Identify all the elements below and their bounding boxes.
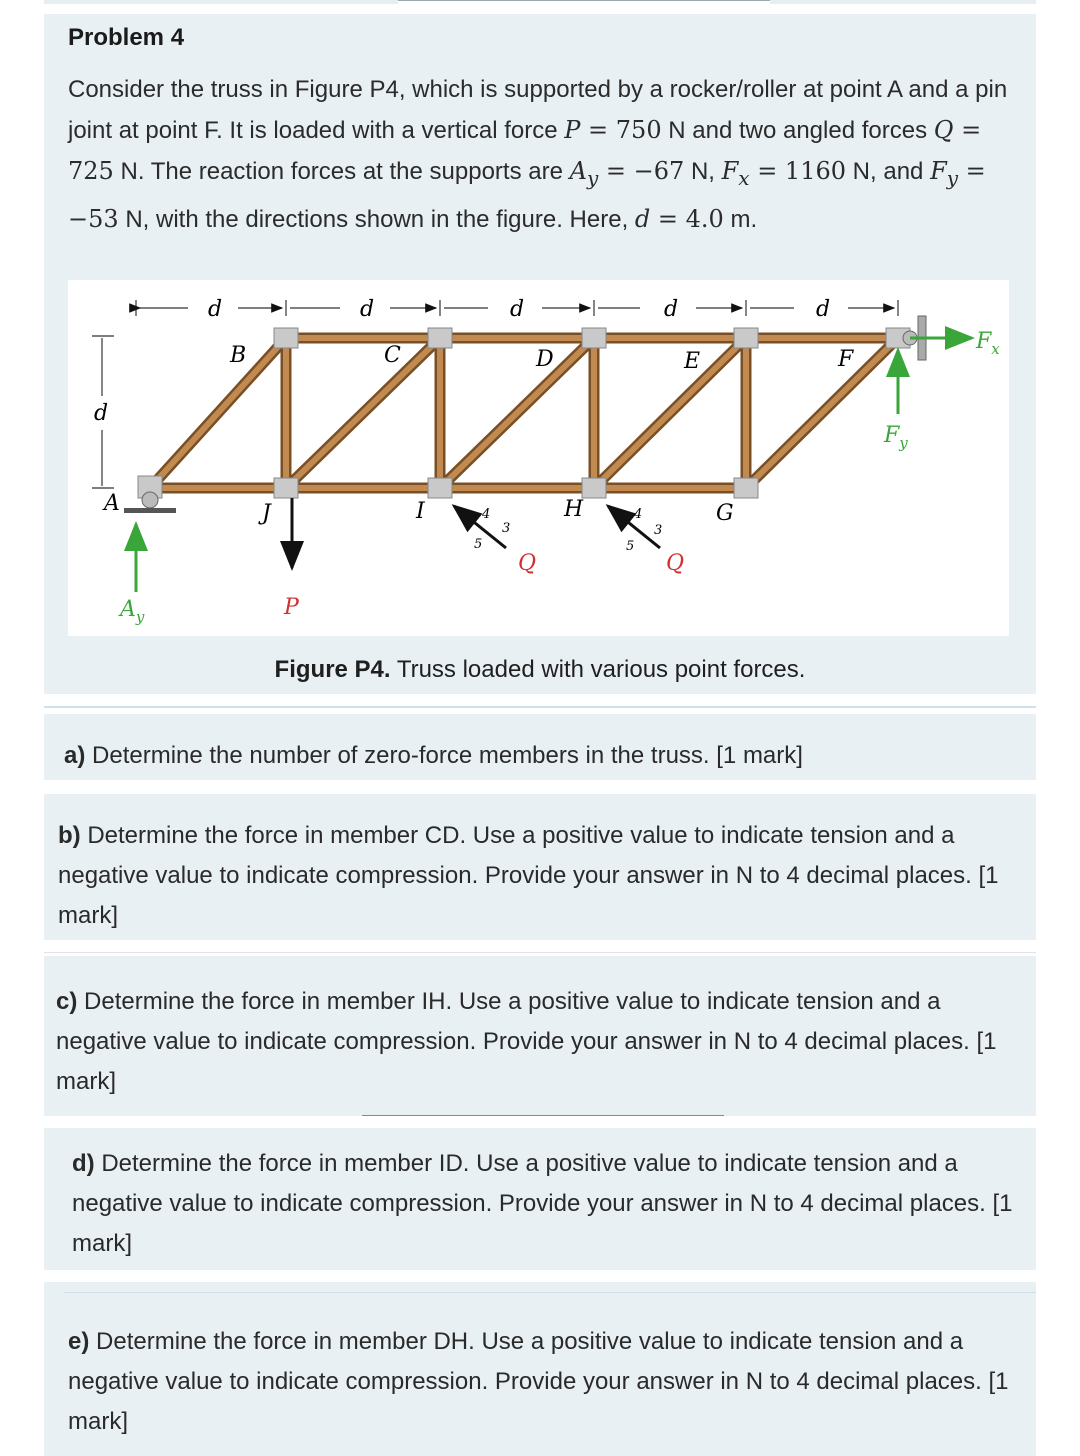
slope-b-1: 3 <box>502 521 511 536</box>
question-a-card <box>44 714 1036 780</box>
slope-b-2: 3 <box>654 523 663 538</box>
problem-statement: Consider the truss in Figure P4, which is supported by a rocker/roller at point A and a pin joint at point F. It is loaded with a vertical force P = 750 N and two angled forces Q = 725 N. The reaction forces at the supports are $A_y = -67$ N, $F_x = 1160$ N, and $F_y = -53$ N, with the directions shown in the figure. Here, d = 4.0 m. <box>68 76 1008 233</box>
figure-caption: Figure P4. Truss loaded with various point forces. <box>274 656 806 683</box>
slope-c-1: 5 <box>474 537 483 552</box>
separator <box>44 706 1036 708</box>
question-e: e) Determine the force in member DH. Use a positive value to indicate tension and a negative value to indicate compression. Provide your answer in N to 4 decimal places. [1 mark] <box>68 1328 1009 1435</box>
question-d: d) Determine the force in member ID. Use a positive value to indicate tension and a negative value to indicate compression. Provide your answer in N to 4 decimal places. [1 mark] <box>72 1150 1013 1257</box>
rocker-support-A <box>124 492 176 513</box>
problem-card <box>44 14 1036 694</box>
question-a: a) Determine the number of zero-force members in the truss. [1 mark] <box>64 742 803 769</box>
slope-a-2: 4 <box>634 507 643 522</box>
problem-title: Problem 4 <box>68 24 185 51</box>
label-Fx: $F_x$ <box>976 329 1000 358</box>
dim-label-d5: d <box>816 297 831 322</box>
separator <box>64 1292 1036 1293</box>
dim-label-d4: d <box>664 297 679 322</box>
truss-figure <box>68 280 1009 636</box>
label-H: H <box>564 497 584 522</box>
truss-diagram <box>68 280 1009 636</box>
label-Ay: $A_y$ <box>120 597 145 626</box>
label-G: G <box>716 501 734 526</box>
label-D: D <box>536 347 554 372</box>
dim-label-vertical: d <box>94 401 109 426</box>
label-A: A <box>104 491 120 516</box>
slope-a-1: 4 <box>482 507 491 522</box>
question-b: b) Determine the force in member CD. Use a positive value to indicate tension and a negative value to indicate compression. Provide your answer in N to 4 decimal places. [1 mark] <box>58 822 999 929</box>
label-P: P <box>284 595 299 620</box>
top-tab <box>398 0 770 7</box>
label-Q1: Q <box>518 551 537 576</box>
label-C: C <box>384 343 401 368</box>
question-c: c) Determine the force in member IH. Use a positive value to indicate tension and a negative value to indicate compression. Provide your answer in N to 4 decimal places. [1 mark] <box>56 988 997 1095</box>
dim-label-d1: d <box>208 297 223 322</box>
label-E: E <box>684 349 701 374</box>
label-Fy: $F_y$ <box>884 423 908 452</box>
label-I: I <box>416 499 425 524</box>
dim-label-d3: d <box>510 297 525 322</box>
question-c-card <box>44 956 1036 1116</box>
separator <box>44 952 1036 953</box>
label-J: J <box>262 501 271 526</box>
question-d-card <box>44 1128 1036 1270</box>
question-b-card <box>44 794 1036 940</box>
label-Q2: Q <box>666 551 685 576</box>
label-B: B <box>230 343 247 368</box>
question-e-card <box>44 1282 1036 1456</box>
answer-rule <box>362 1115 724 1116</box>
label-F: F <box>838 347 854 372</box>
dim-label-d2: d <box>360 297 375 322</box>
slope-c-2: 5 <box>626 539 635 554</box>
